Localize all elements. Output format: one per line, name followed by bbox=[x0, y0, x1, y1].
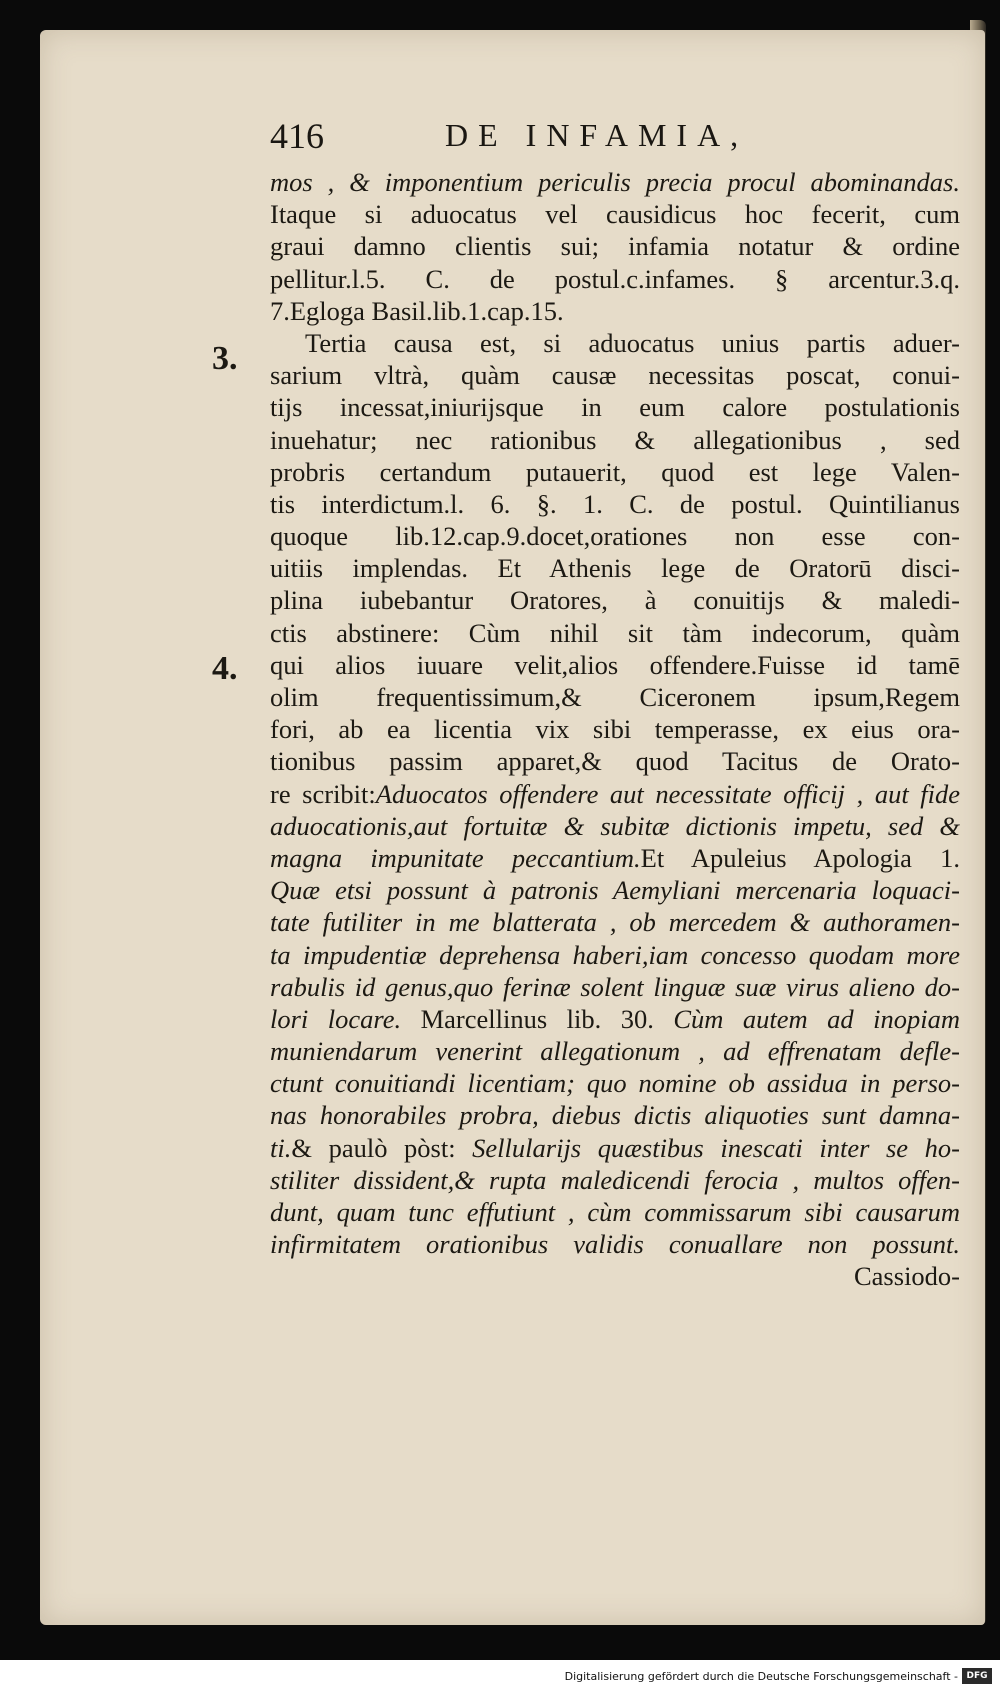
text-line bbox=[270, 552, 960, 584]
text-line bbox=[270, 681, 960, 713]
text-line bbox=[270, 778, 960, 810]
roman-text: Cassiodo- bbox=[854, 1261, 960, 1292]
roman-text: 7.Egloga Basil.lib.1.cap.15. bbox=[270, 295, 564, 326]
text-line bbox=[270, 488, 960, 520]
text-line bbox=[270, 295, 960, 327]
italic-text: Cùm autem ad inopiam bbox=[673, 1003, 960, 1034]
page-number: 416 bbox=[270, 116, 324, 156]
roman-text: re scribit: bbox=[270, 778, 376, 809]
roman-text: ctis abstinere: Cùm nihil sit tàm indecorum, quàm bbox=[270, 617, 960, 648]
text-line bbox=[270, 906, 960, 938]
italic-text: ti. bbox=[270, 1132, 292, 1163]
roman-text: quoque lib.12.cap.9.docet,orationes non esse con- bbox=[270, 521, 960, 552]
text-line bbox=[270, 713, 960, 745]
roman-text: probris certandum putauerit, quod est lege Valen- bbox=[270, 456, 960, 487]
body-text bbox=[270, 166, 960, 1293]
italic-text: nas honorabiles probra, diebus dictis aliquoties sunt damna- bbox=[270, 1100, 960, 1131]
italic-text: Aduocatos offendere aut necessitate officij , aut fide bbox=[375, 778, 961, 809]
text-line bbox=[270, 456, 960, 488]
roman-text: Et Apuleius Apologia 1. bbox=[640, 842, 961, 873]
text-line bbox=[270, 1164, 960, 1196]
text-line bbox=[270, 1003, 960, 1035]
roman-text: tionibus passim apparet,& quod Tacitus de Orato- bbox=[270, 746, 960, 777]
text-line bbox=[270, 166, 960, 198]
text-line bbox=[270, 1132, 960, 1164]
text-line bbox=[270, 424, 960, 456]
italic-text: muniendarum venerint allegationum , ad effrenatam defle- bbox=[270, 1036, 960, 1067]
text-line bbox=[270, 617, 960, 649]
text-line bbox=[270, 230, 960, 262]
italic-text: tate futiliter in me blatterata , ob mercedem & authoramen- bbox=[270, 907, 960, 938]
text-line bbox=[270, 1035, 960, 1067]
text-line bbox=[270, 1067, 960, 1099]
digitization-credit: Digitalisierung gefördert durch die Deutsche Forschungsgemeinschaft - bbox=[564, 1670, 958, 1683]
text-line bbox=[270, 520, 960, 552]
footer bbox=[0, 1662, 1000, 1695]
roman-text: uitiis implendas. Et Athenis lege de Oratorū disci- bbox=[270, 553, 960, 584]
roman-text: tis interdictum.l. 6. §. 1. C. de postul. Quintilianus bbox=[270, 488, 960, 519]
italic-text: rabulis id genus,quo ferinæ solent linguæ suæ virus alieno do- bbox=[270, 971, 960, 1002]
text-line bbox=[270, 971, 960, 1003]
text-line bbox=[270, 939, 960, 971]
roman-text: fori, ab ea licentia vix sibi temperasse, ex eius ora- bbox=[270, 714, 960, 745]
text-line bbox=[270, 745, 960, 777]
text-line bbox=[270, 874, 960, 906]
running-head: DE INFAMIA, bbox=[445, 117, 749, 153]
text-line bbox=[270, 1099, 960, 1131]
italic-text: lori locare. bbox=[270, 1003, 402, 1034]
text-line bbox=[270, 649, 960, 681]
italic-text: dunt, quam tunc effutiunt , cùm commissarum sibi causarum bbox=[270, 1197, 960, 1227]
roman-text: tijs incessat,iniurijsque in eum calore postulationis bbox=[270, 392, 960, 423]
text-line bbox=[270, 263, 960, 295]
roman-text: pellitur.l.5. C. de postul.c.infames. § arcentur.3.q. bbox=[270, 263, 960, 294]
roman-text: Itaque si aduocatus vel causidicus hoc fecerit, cum bbox=[270, 199, 960, 230]
italic-text: Quæ etsi possunt à patronis Aemyliani mercenaria loquaci- bbox=[270, 875, 960, 906]
text-line bbox=[270, 842, 960, 874]
italic-text: magna impunitate peccantium. bbox=[270, 842, 641, 873]
roman-text: sarium vltrà, quàm causæ necessitas poscat, conui- bbox=[270, 360, 960, 391]
roman-text: plina iubebantur Oratores, à conuitijs & maledi- bbox=[270, 585, 960, 616]
roman-text: inuehatur; nec rationibus & allegationibus , sed bbox=[270, 424, 960, 455]
margin-number: 3. bbox=[212, 340, 238, 377]
roman-text: & paulò pòst: bbox=[291, 1132, 473, 1163]
roman-text: qui alios iuuare velit,alios offendere.Fuisse id tamē bbox=[270, 649, 960, 680]
italic-text: infirmitatem orationibus validis conuallare non possunt. bbox=[270, 1229, 960, 1260]
text-line bbox=[270, 198, 960, 230]
dfg-logo: DFG bbox=[962, 1668, 992, 1684]
text-line bbox=[270, 327, 960, 359]
italic-text: ctunt conuitiandi licentiam; quo nomine ob assidua in perso- bbox=[270, 1068, 960, 1099]
roman-text: Marcellinus lib. 30. bbox=[401, 1003, 674, 1034]
italic-text: mos , & imponentium periculis precia procul abominandas. bbox=[270, 167, 960, 197]
italic-text: stiliter dissident,& rupta maledicendi ferocia , multos offen- bbox=[270, 1164, 960, 1195]
text-line bbox=[270, 1260, 960, 1292]
text-line bbox=[270, 584, 960, 616]
text-line bbox=[270, 359, 960, 391]
text-line bbox=[270, 1228, 960, 1260]
italic-text: ta impudentiæ deprehensa haberi,iam concesso quodam more bbox=[270, 939, 960, 970]
roman-text: Tertia causa est, si aduocatus unius partis aduer- bbox=[305, 327, 960, 358]
italic-text: aduocationis,aut fortuitæ & subitæ dictionis impetu, sed & bbox=[270, 810, 960, 841]
margin-number: 4. bbox=[212, 650, 238, 687]
text-line bbox=[270, 810, 960, 842]
roman-text: olim frequentissimum,& Ciceronem ipsum,Regem bbox=[270, 682, 960, 712]
page-header bbox=[270, 115, 950, 165]
italic-text: Sellularijs quæstibus inescati inter se ho- bbox=[472, 1132, 960, 1163]
text-line bbox=[270, 391, 960, 423]
text-line bbox=[270, 1196, 960, 1228]
roman-text: graui damno clientis sui; infamia notatur & ordine bbox=[270, 231, 960, 262]
